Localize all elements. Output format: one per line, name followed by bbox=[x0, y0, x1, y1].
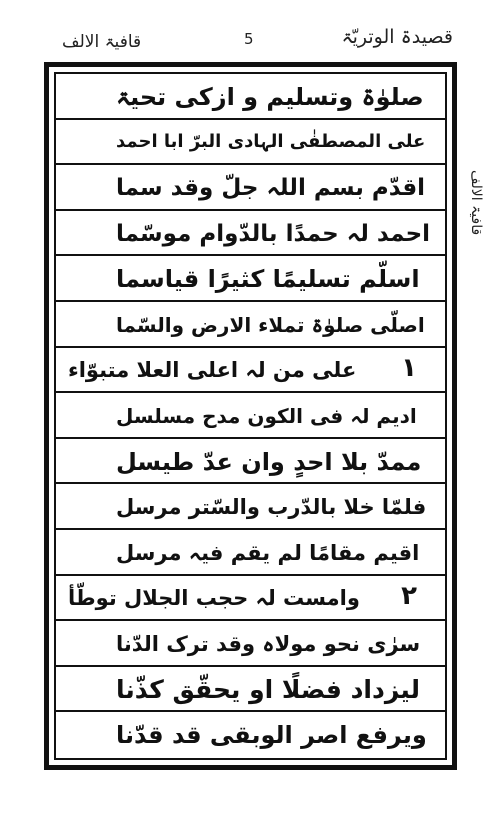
verse-line bbox=[56, 484, 445, 530]
verse-line bbox=[56, 576, 445, 622]
verse-list bbox=[56, 74, 445, 758]
verse-line bbox=[56, 530, 445, 576]
verse-text: اقیم مقامًا لم یقم فیہ مرسل bbox=[116, 540, 420, 565]
verse-text: ممدّ بلا احدٍ وان عدّ طیسل bbox=[116, 447, 422, 476]
verse-text: اسلّم تسلیمًا کثیرًا قیاسما bbox=[116, 265, 420, 294]
verse-line bbox=[56, 667, 445, 713]
verse-text: اصلّی صلوٰۃ تملاء الارض والسّما bbox=[116, 312, 425, 337]
verse-text: لیزداد فضلًا او یحقّق کذّنا bbox=[116, 674, 420, 704]
verse-line bbox=[56, 211, 445, 257]
verse-line bbox=[56, 120, 445, 166]
page-number: 5 bbox=[244, 30, 254, 48]
verse-line bbox=[56, 256, 445, 302]
verse-text: احمد لہ حمدًا بالدّوام موسّما bbox=[116, 220, 431, 247]
verse-line bbox=[56, 621, 445, 667]
verse-line bbox=[56, 165, 445, 211]
chapter-title: قافیۃ الالف bbox=[62, 32, 142, 52]
verse-line bbox=[56, 712, 445, 758]
verse-number: ١ bbox=[401, 353, 417, 384]
verse-text: سرٰی نحو مولاہ وقد ترک الدّنا bbox=[116, 631, 421, 656]
verse-text: ویرفع اصر الوبقی قد قدّنا bbox=[116, 721, 427, 750]
verse-text: وامست لہ حجب الجلال توطّأ bbox=[68, 586, 360, 611]
verse-text: علی المصطفٰی الہادی البرّ ابا احمد bbox=[116, 131, 426, 153]
verse-text: صلوٰۃ وتسلیم و ازکی تحیۃ bbox=[116, 82, 424, 111]
verse-text: فلمّا خلا بالدّرب والسّتر مرسل bbox=[116, 495, 427, 520]
verse-line bbox=[56, 393, 445, 439]
page-header bbox=[54, 22, 459, 56]
verse-text: ادیم لہ فی الکون مدح مسلسل bbox=[116, 403, 417, 428]
verse-line bbox=[56, 348, 445, 394]
verse-line bbox=[56, 74, 445, 120]
verse-text: علی من لہ اعلی العلا متبوّاء bbox=[68, 358, 357, 383]
side-tab-title: قافیۃ الالف bbox=[468, 170, 484, 236]
book-title: قصیدۃ الوتریّۃ bbox=[341, 26, 453, 48]
verse-line bbox=[56, 302, 445, 348]
verse-number: ٢ bbox=[401, 581, 417, 612]
verse-text: اقدّم بسم اللہ جلّ وقد سما bbox=[116, 174, 426, 201]
verse-line bbox=[56, 439, 445, 485]
